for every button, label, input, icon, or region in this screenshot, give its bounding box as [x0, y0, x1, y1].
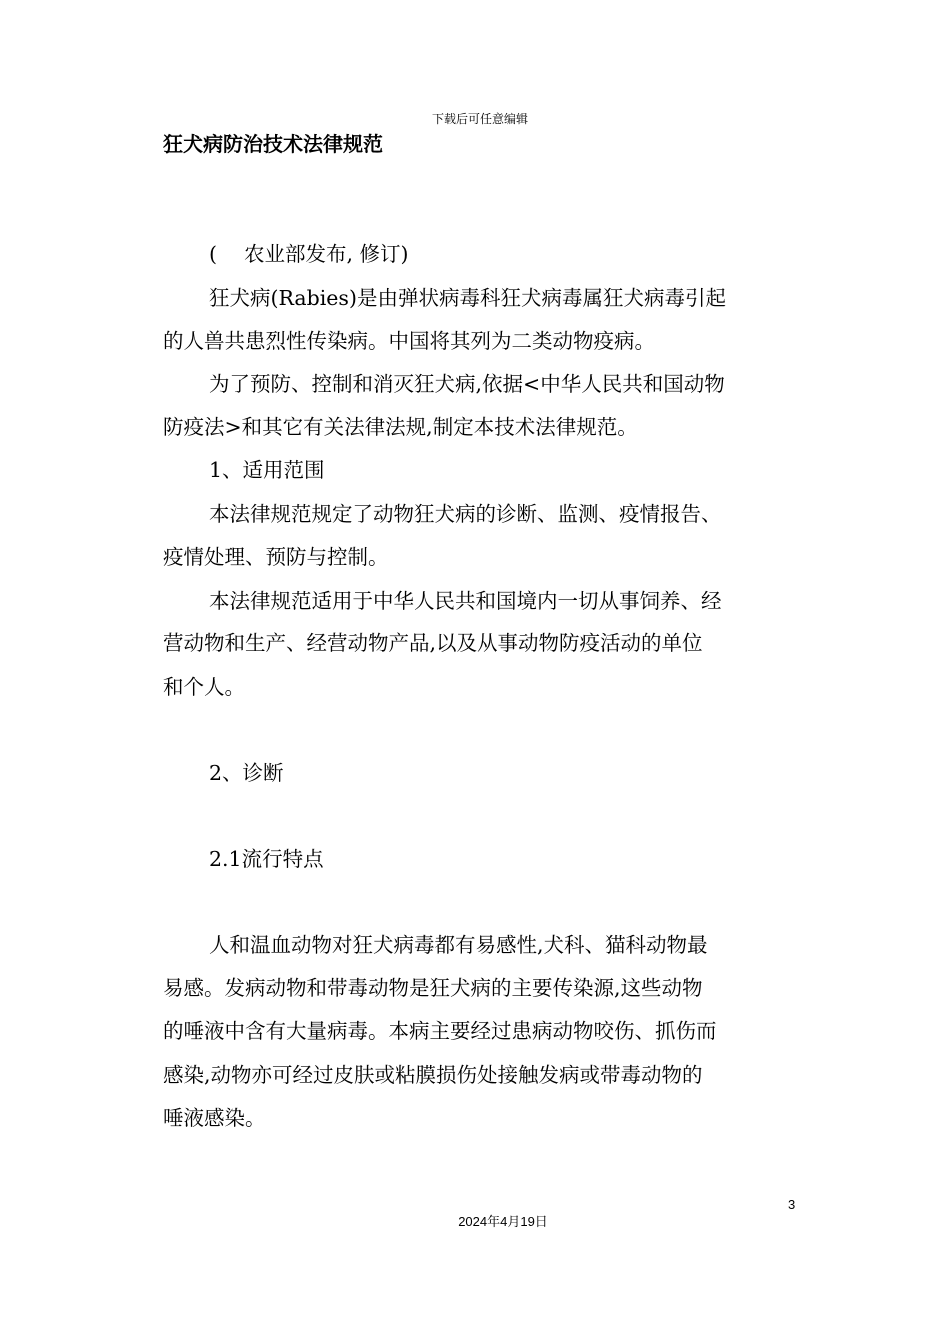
paragraph-line: 本法律规范适用于中华人民共和国境内一切从事饲养、经	[209, 589, 722, 613]
paragraph-line: 本法律规范规定了动物狂犬病的诊断、监测、疫情报告、	[209, 502, 722, 526]
paragraph-line: 人和温血动物对狂犬病毒都有易感性,犬科、猫科动物最	[209, 933, 708, 957]
page-number: 3	[788, 1197, 796, 1212]
paragraph-line: 唾液感染。	[163, 1106, 266, 1130]
subsection-heading: 2.1流行特点	[209, 847, 324, 871]
paragraph-line: 疫情处理、预防与控制。	[163, 545, 389, 569]
paragraph-line: 狂犬病(Rabies)是由弹状病毒科狂犬病毒属狂犬病毒引起	[209, 286, 726, 310]
paragraph-line: 感染,动物亦可经过皮肤或粘膜损伤处接触发病或带毒动物的	[163, 1063, 703, 1087]
publication-note: ( 农业部发布, 修订)	[209, 242, 409, 266]
paragraph-line: 和个人。	[163, 675, 245, 699]
paragraph-line: 的唾液中含有大量病毒。本病主要经过患病动物咬伤、抓伤而	[163, 1019, 717, 1043]
paragraph-line: 为了预防、控制和消灭狂犬病,依据<中华人民共和国动物	[209, 372, 725, 396]
header-note: 下载后可任意编辑	[431, 112, 528, 126]
paragraph-line: 的人兽共患烈性传染病。中国将其列为二类动物疫病。	[163, 329, 655, 353]
paragraph-line: 易感。发病动物和带毒动物是狂犬病的主要传染源,这些动物	[163, 976, 703, 1000]
document-title: 狂犬病防治技术法律规范	[163, 132, 383, 156]
section-heading: 2、诊断	[209, 761, 284, 785]
section-heading: 1、适用范围	[209, 458, 325, 482]
footer-date: 2024年4月19日	[458, 1214, 548, 1229]
paragraph-line: 防疫法>和其它有关法律法规,制定本技术法律规范。	[163, 415, 638, 439]
paragraph-line: 营动物和生产、经营动物产品,以及从事动物防疫活动的单位	[163, 631, 703, 655]
